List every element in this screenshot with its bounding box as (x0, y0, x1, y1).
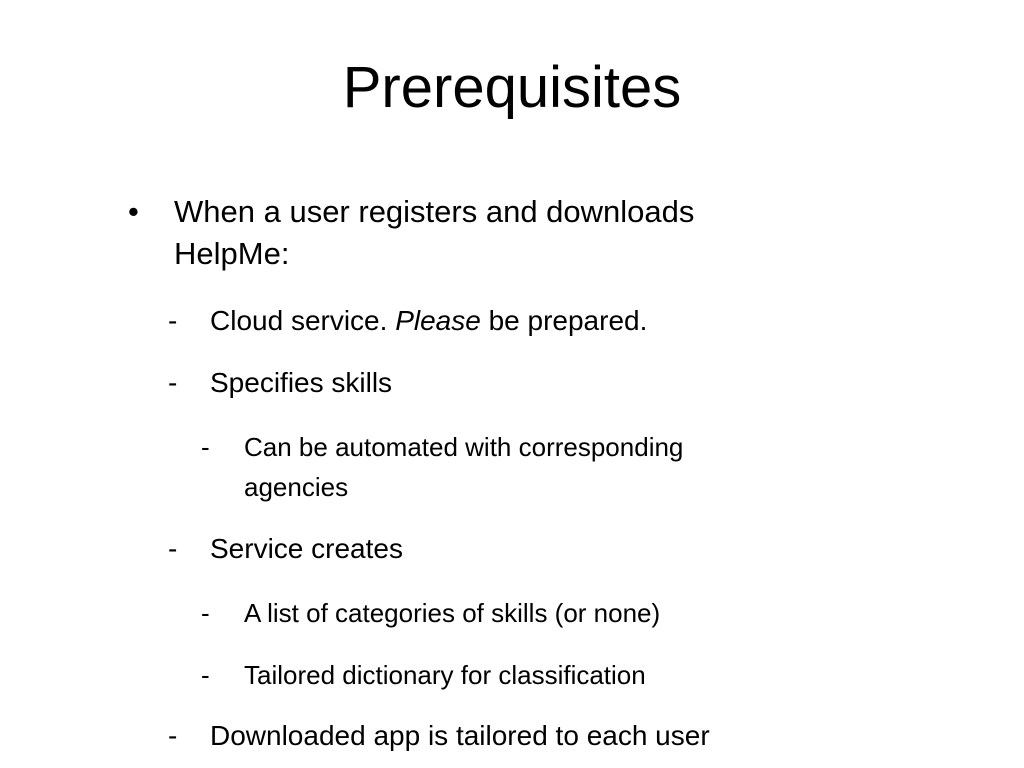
bullet-text: Service creates (210, 533, 403, 564)
slide-title: Prerequisites (342, 55, 682, 120)
bullet-item-level2 (168, 366, 868, 402)
bullet-text: Tailored dictionary for classification (244, 660, 646, 690)
bullet-item-level3 (201, 655, 901, 695)
dash-marker: - (201, 660, 210, 690)
bullet-item-level3 (201, 427, 901, 507)
bullet-text: Downloaded app is tailored to each user (210, 720, 710, 751)
bullet-text-part: be prepared. (480, 305, 648, 336)
bullet-item-level2 (168, 304, 868, 340)
bullet-item-level3 (201, 593, 901, 633)
bullet-item-level2 (168, 532, 868, 568)
dash-marker: - (201, 598, 210, 628)
emphasis-text: Please (395, 305, 481, 336)
bullet-text: Specifies skills (210, 367, 393, 398)
dash-marker: - (168, 533, 178, 564)
bullet-marker: • (128, 194, 139, 229)
bullet-item-level1 (128, 191, 888, 275)
dash-marker: - (168, 305, 178, 336)
bullet-text-part: Cloud service. (210, 305, 396, 336)
bullet-text: A list of categories of skills (or none) (244, 598, 661, 628)
dash-marker: - (168, 367, 178, 398)
bullet-item-level2 (168, 719, 868, 755)
dash-marker: - (201, 432, 210, 462)
bullet-text-line: HelpMe: (174, 236, 290, 271)
bullet-text-line: Can be automated with corresponding (244, 432, 684, 462)
bullet-text (210, 304, 647, 338)
dash-marker: - (168, 720, 178, 751)
bullet-text-line: When a user registers and downloads (174, 194, 695, 229)
bullet-text-line: agencies (244, 472, 349, 502)
